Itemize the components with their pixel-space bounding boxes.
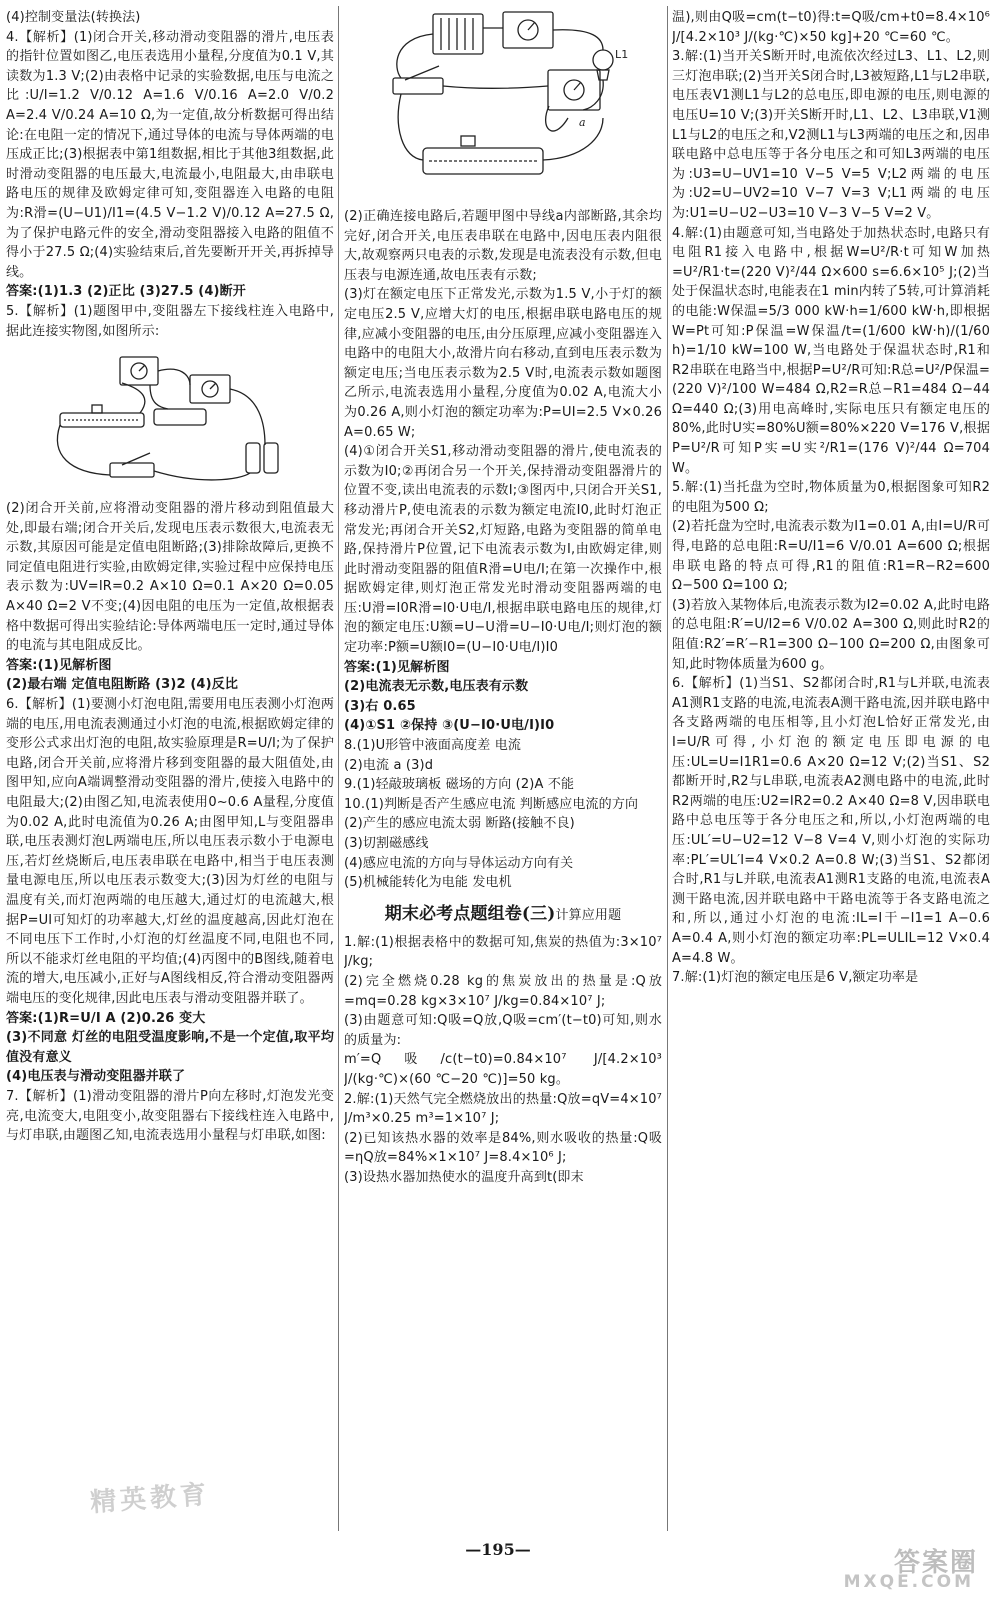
resistor-icon: [154, 409, 206, 425]
solution-paragraph: 1.解:(1)根据表格中的数据可知,焦炭的热值为:3×10⁷ J/kg;: [344, 934, 662, 970]
solution-paragraph: 温),则由Q吸=cm(t−t0)得:t=Q吸/cm+t0=8.4×10⁶ J/[4.2×10³ J/(kg·℃)×50 kg]+20 ℃=60 ℃。: [672, 10, 990, 45]
circuit-diagram: [50, 345, 290, 495]
solution-paragraph: m′=Q吸/c(t−t0)=0.84×10⁷ J/[4.2×10³ J/(kg·℃)×(60 ℃−20 ℃)]=50 kg。: [344, 1052, 662, 1087]
solution-paragraph: 3.解:(1)当开关S断开时,电流依次经过L3、L1、L2,则三灯泡串联;(2)当开关S闭合时,L3被短路,L1与L2串联,电压表V1测L1与L2的总电压,即电源的电压,则电源的电压U=10 V;(3)开关S断开时,L1、L2、L3串联,V1测L1与L2的电压之和,V2测L1与L3两端的电压之和,因串联电路中总电压等于各分电压之和可知L3两端的电压为:U3=U−UV1=10 V−5 V=5 V;L2两端的电压为:U2=U−UV2=10 V−7 V=3 V;L1两端的电压为:U1=U−U2−U3=10 V−3 V−5 V=2 V。: [672, 49, 990, 221]
solution-paragraph: 10.(1)判断是否产生感应电流 判断感应电流的方向: [344, 796, 639, 812]
page-number: —195—: [465, 1540, 531, 1559]
site-logo: [794, 1542, 984, 1594]
answer-line: (2)最右端 定值电阻断路 (3)2 (4)反比: [6, 677, 239, 693]
solution-paragraph: 6.【解析】(1)当S1、S2都闭合时,R1与L并联,电流表A1测R1支路的电流,电流表A测干路电流,因并联电路中各支路两端的电压相等,且小灯泡L恰好正常发光,由I=U/R可得,小灯泡的额定电压即电源的电压:UL=U=I1R1=0.6 A×20 Ω=12 V;(2)当S1、S2都断开时,R2与L串联,电流表A2测电路中的电流,此时R2两端的电压:U2=IR2=0.2 A×40 Ω=8 V,因串联电路中总电压等于各分电压之和,所以,小灯泡两端的电压:UL′=U−U2=12 V−8 V=4 V,则小灯泡的实际功率:PL′=UL′I=4 V×0.2 A=0.8 W;(3)当S1、S2都闭合时,R1与L并联,电流表A1测R1支路的电流,电流表A测干路电流,因并联电路中干路电流等于各支路电流之和,所以,通过小灯泡的电流:IL=I干−I1=1 A−0.6 A=0.4 A,则小灯泡的额定功率:PL=ULIL=12 V×0.4 A=4.8 W。: [672, 676, 990, 966]
answer-line: 答案:(1)1.3 (2)正比 (3)27.5 (4)断开: [6, 284, 246, 300]
solution-paragraph: 7.解:(1)灯泡的额定电压是6 V,额定功率是: [672, 970, 919, 986]
logo-text: 答案圈: [893, 1548, 978, 1578]
answer-line: (2)电流表无示数,电压表有示数: [344, 679, 529, 695]
solution-paragraph: (4)①闭合开关S1,移动滑动变阻器的滑片,使电流表的示数为I0;②再闭合另一个开关,保持滑动变阻器滑片的位置不变,读出电流表的示数I;③图丙中,只闭合开关S1,移动滑片P,使电流表的示数为额定电流I0,此时灯泡正常发光;再闭合开关S2,灯短路,电路为变阻器的简单电路,保持滑片P位置,记下电流表示数为I,由欧姆定律,则此时滑动变阻器的阻值R滑=U电/I;在第一次操作中,根据欧姆定律,则灯泡正常发光时滑动变阻器两端的电压:U滑=I0R滑=I0·U电/I,根据串联电路电压的规律,灯泡的额定电压:U额=U−U滑=U−I0·U电/I;则灯泡的额定功率:P额=U额I0=(U−I0·U电/I)I0: [344, 444, 662, 656]
switch-icon: [393, 78, 443, 94]
solution-paragraph: (2)闭合开关前,应将滑动变阻器的滑片移动到阻值最大处,即最右端;闭合开关后,发现电压表示数很大,电流表无示数,其原因可能是定值电阻断路;(3)排除故障后,更换不同定值电阻进行实验,由欧姆定律,实验过程中应保持电压表示数为:UV=IR=0.2 A×10 Ω=0.1 A×20 Ω=0.05 A×40 Ω=2 V不变;(4)因电阻的电压为一定值,故根据表格中数据可得出实验结论:导体两端电压一定时,通过导体的电流与其电阻成反比。: [6, 501, 334, 654]
solution-paragraph: 4.【解析】(1)闭合开关,移动滑动变阻器的滑片,电压表的指针位置如图乙,电压表选用小量程,分度值为0.1 V,其读数为1.3 V;(2)由表格中记录的实验数据,电压与电流之比:U/I=1.2 V/0.12 A=1.6 V/0.16 A=2.0 V/0.2 A=2.4 V/0.24 A=10 Ω,为一定值,故分析数据可得出结论:在电阻一定的情况下,通过导体的电流与导体两端的电压成正比;(3)根据表中第1组数据,相比于其他3组数据,此时滑动变阻器的电压最大,电流最小,电阻最大,由串联电路电压的规律及欧姆定律可知,变阻器连入电路的电阻为:R滑=(U−U1)/I1=(4.5 V−1.2 V)/0.12 A=27.5 Ω,为了保护电路元件的安全,滑动变阻器接入电路的阻值不得小于27.5 Ω;(4)实验结束后,首先要断开开关,再拆掉导线。: [6, 29, 334, 280]
battery-icon: [246, 443, 260, 473]
answer-line: (4)①S1 ②保持 ③(U−I0·U电/I)I0: [344, 718, 555, 734]
solution-paragraph: 5.解:(1)当托盘为空时,物体质量为0,根据图象可知R2的电阻为500 Ω;: [672, 480, 990, 515]
figure-circuit-2: [353, 8, 653, 203]
section-title: [344, 903, 662, 927]
section-subtitle: 计算应用题: [555, 907, 622, 923]
left-column: [6, 8, 334, 1533]
solution-paragraph: (4)感应电流的方向与导体运动方向有关: [344, 855, 574, 871]
solution-paragraph: 9.(1)轻敲玻璃板 磁场的方向 (2)A 不能: [344, 777, 575, 793]
solution-paragraph: 6.【解析】(1)要测小灯泡电阻,需要用电压表测小灯泡两端的电压,用电流表测通过小灯泡的电流,根据欧姆定律的变形公式求出灯泡的电阻,故实验原理是R=U/I;为了保护电路,闭合开关前,应将滑片移到变阻器的最大阻值处,由图甲知,应向A端调整滑动变阻器的滑片,使接入电路中的电阻最大;(2)由图乙知,电流表使用0~0.6 A量程,分度值为0.02 A,此时电流值为0.26 A;由图甲知,L与变阻器串联,电压表测灯泡L两端电压,所以电压表示数小于电源电压,若灯丝烧断后,电压表串联在电路中,相当于电压表测量电源电压,所以电压表示数变大;(3)因为灯丝的电阻与温度有关,而灯泡两端的电压越大,通过灯的电流越大,根据P=UI可知灯的功率越大,灯丝的温度越高,因此灯泡在不同电压下工作时,小灯泡的灯丝温度不同,电阻也不同,所以不能求灯丝电阻的平均值;(4)丙图中的B图线,随着电流的增大,电压减小,正好与A图线相反,符合滑动变阻器两端电压的变化规律,因此电压表与滑动变阻器并联了。: [6, 697, 334, 1006]
solution-paragraph: (2)正确连接电路后,若题甲图中导线a内部断路,其余均完好,闭合开关,电压表串联在电路中,因电压表内阻很大,故观察两只电表的示数,发现是电流表没有示数,但电压表与电源连通,故电压表有示数;: [344, 209, 662, 283]
svg-text:a: a: [579, 116, 586, 129]
solution-paragraph: 5.【解析】(1)题图甲中,变阻器左下接线柱连入电路中,据此连接实物图,如图所示:: [6, 303, 334, 339]
solution-paragraph: (3)设热水器加热使水的温度升高到t(即末: [344, 1169, 584, 1185]
watermark: 精英教育: [89, 1479, 212, 1519]
answer-line: 答案:(1)R=U/I A (2)0.26 变大: [6, 1010, 206, 1026]
solution-paragraph: (2)完全燃烧0.28 kg的焦炭放出的热量是:Q放=mq=0.28 kg×3×10⁷ J/kg=0.84×10⁷ J;: [344, 973, 662, 1009]
solution-paragraph: (3)由题意可知:Q吸=Q放,Q吸=cm′(t−t0)可知,则水的质量为:: [344, 1013, 662, 1048]
answer-line: 答案:(1)见解析图: [6, 657, 112, 673]
solution-paragraph: 7.【解析】(1)滑动变阻器的滑片P向左移时,灯泡发光变亮,电流变大,电阻变小,故变阻器右下接线柱连入电路中,与灯串联,由题图乙知,电流表选用小量程与灯串联,如图:: [6, 1088, 334, 1144]
solution-paragraph: (2)电流 a (3)d: [344, 757, 434, 773]
column-divider: [667, 6, 668, 1531]
figure-circuit-1: [50, 345, 290, 495]
solution-paragraph: (2)若托盘为空时,电流表示数为I1=0.01 A,由I=U/R可得,电路的总电阻:R=U/I1=6 V/0.01 A=600 Ω;根据串联电路的特点可得,R1的阻值:R1=R−R2=600 Ω−500 Ω=100 Ω;: [672, 519, 990, 594]
solution-paragraph: (3)灯在额定电压下正常发光,示数为1.5 V,小于灯的额定电压2.5 V,应增大灯的电压,根据串联电路电压的规律,应减小变阻器的电压,由分压原理,应减小变阻器连入电路中的电阻大小,故滑片向右移动,直到电压表示数为额定电压;当电压表示数为2.5 V时,电流表示数如题图乙所示,电流表选用小量程,分度值为0.02 A,电流大小为0.26 A,则小灯泡的额定功率为:P=UI=2.5 V×0.26 A=0.65 W;: [344, 287, 662, 440]
bulb-icon: [593, 50, 613, 70]
right-column: [672, 8, 990, 1533]
column-divider: [338, 6, 339, 1531]
solution-paragraph: (5)机械能转化为电能 发电机: [344, 875, 512, 891]
middle-column: [344, 8, 662, 1533]
solution-paragraph: (3)若放入某物体后,电流表示数为I2=0.02 A,此时电路的总电阻:R′=U/I2=6 V/0.02 A=300 Ω,则此时R2的阻值:R2′=R′−R1=300 Ω−100 Ω=200 Ω,由图象可知,此时物体质量为600 g。: [672, 597, 990, 672]
solution-paragraph: 2.解:(1)天然气完全燃烧放出的热量:Q放=qV=4×10⁷ J/m³×0.25 m³=1×10⁷ J;: [344, 1091, 662, 1127]
section-title-text: 期末必考点题组卷(三): [384, 903, 556, 924]
solution-paragraph: 4.解:(1)由题意可知,当电路处于加热状态时,电路只有电阻R1接入电路中,根据W=U²/R·t可知W加热=U²/R1·t=(220 V)²/44 Ω×600 s=6.6×10⁵ J;(2)当处于保温状态时,电能表在1 min内转了5转,可计算消耗的电能:W保温=5/3 000 kW·h=1/600 kW·h,即根据W=Pt可知:P保温=W保温/t=(1/600 kW·h)/(1/60 h)=1/10 kW=100 W,当电路处于保温状态时,R1和R2串联在电路当中,根据P=U²/R可知:R总=U²/P保温=(220 V)²/100 W=484 Ω,R2=R总−R1=484 Ω−44 Ω=440 Ω;(3)用电高峰时,实际电压只有额定电压的80%,此时U实=80%U额=80%×220 V=176 V,根据P=U²/R可知P实=U实²/R1=(176 V)²/44 Ω=704 W。: [672, 225, 990, 476]
solution-paragraph: (4)控制变量法(转换法): [6, 10, 141, 25]
logo-domain: MXQE.COM: [843, 1572, 974, 1592]
switch-icon: [110, 463, 154, 477]
solution-paragraph: (2)产生的感应电流太弱 断路(接触不良): [344, 816, 575, 832]
circuit-diagram: [353, 8, 653, 203]
solution-paragraph: 8.(1)U形管中液面高度差 电流: [344, 738, 522, 754]
answer-line: (3)不同意 灯丝的电阻受温度影响,不是一个定值,取平均值没有意义: [6, 1030, 334, 1065]
svg-text:L1: L1: [615, 48, 629, 61]
answer-line: 答案:(1)见解析图: [344, 659, 450, 675]
answer-line: (3)右 0.65: [344, 698, 416, 714]
solution-paragraph: (2)已知该热水器的效率是84%,则水吸收的热量:Q吸=ηQ放=84%×1×10⁷ J=8.4×10⁶ J;: [344, 1130, 662, 1166]
solution-paragraph: (3)切割磁感线: [344, 836, 429, 851]
answer-line: (4)电压表与滑动变阻器并联了: [6, 1069, 186, 1085]
